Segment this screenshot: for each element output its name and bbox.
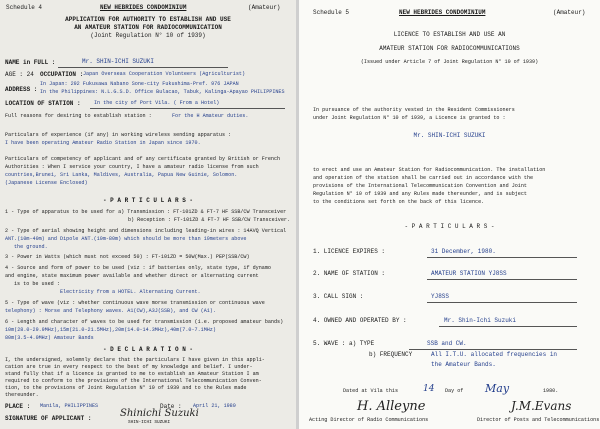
licence-body-5: to the conditions set forth on the back of this licence.	[313, 199, 485, 205]
licence-body-2: and operation of the station shall be carried out in accordance with the	[313, 175, 534, 181]
place-label: PLACE :	[5, 403, 31, 410]
license-enclosed-note: (Japanese License Enclosed)	[5, 180, 88, 186]
wave-type-line-2: telephony) : Morse and Telephony waves. A1(CW),A3J(SSB), and CW (A1).	[5, 308, 216, 314]
reasons-value: For the H Amateur duties.	[172, 113, 249, 119]
schedule-number: Schedule 4	[6, 4, 43, 11]
particulars-heading: - P A R T I C U L A R S -	[404, 223, 495, 230]
form-title-line3: (Joint Regulation N° 10 of 1939)	[90, 32, 206, 39]
declaration-line-3: stand fully that if a licence is granted to me to establish an Amateur Station I am	[5, 371, 259, 377]
declaration-line-2: cation are true in every respect to the best of my knowledge and belief. I under-	[5, 364, 253, 370]
field-underline	[427, 279, 577, 280]
schedule-number: Schedule 5	[313, 9, 350, 16]
date-value: April 21, 1980	[193, 403, 236, 409]
declaration-line-6: thereunder.	[5, 392, 39, 398]
licence-title-line3: (Issued under Article 7 of Joint Regulation N° 10 of 1939)	[360, 59, 539, 65]
address-philippines: In the Philippines: N.L.G.S.D. Office Bulacao, Tabuk, Kalinga-Apayao PHILIPPINES	[40, 89, 285, 95]
frequency-value-1: All I.T.U. allocated frequencies in	[431, 351, 558, 358]
address-japan: In Japan: 292 Fukusawa Nabano Sone-city Fukushima-Pref. 976 JAPAN	[40, 81, 239, 87]
call-sign-value: YJ8SS	[431, 293, 450, 300]
dated-day: 14	[423, 384, 435, 394]
power-source-line-1: 4 - Source and form of power to be used (viz : if batteries only, state type, if dynamo	[5, 265, 271, 271]
address-label: ADDRESS :	[5, 86, 38, 93]
apparatus-reception: b) Reception : FT-101ZD & FT-7 HF SSB/CW Transceiver.	[128, 217, 291, 223]
station-name-value: AMATEUR STATION YJ8SS	[431, 270, 507, 277]
amateur-tag: (Amateur)	[553, 9, 586, 16]
place-value: Manila, PHILIPPINES	[40, 403, 99, 409]
field-underline	[409, 349, 577, 350]
reasons-label: Full reasons for desiring to establish station :	[5, 113, 152, 119]
condominium-heading: NEW HEBRIDES CONDOMINIUM	[100, 4, 187, 11]
location-underline	[90, 108, 285, 109]
experience-value: I have been operating Amateur Radio Station in Japan since 1970.	[5, 140, 201, 146]
frequency-label: b) FREQUENCY	[369, 351, 413, 358]
director-posts-title: Director of Posts and Telecommunications	[477, 417, 600, 423]
power-source-line-3: is to be used :	[14, 281, 60, 287]
condominium-heading: NEW HEBRIDES CONDOMINIUM	[399, 9, 486, 16]
age-field: AGE : 24	[5, 71, 34, 78]
date-label: Date :	[160, 403, 182, 410]
day-of-label: Day of	[445, 388, 464, 394]
declaration-heading: - D E C L A R A T I O N -	[102, 346, 193, 353]
apparatus-transmission: 1 - Type of apparatus to be used for a) Transmission : FT-101ZD & FT-7 HF SSB/CW Transceiver	[5, 209, 287, 215]
licence-title-line1: LICENCE TO ESTABLISH AND USE AN	[393, 31, 506, 38]
dated-label: Dated at Vila this	[343, 388, 399, 394]
station-name-label: 2. NAME OF STATION :	[313, 270, 386, 277]
licence-page	[299, 0, 600, 429]
licence-title-line2: AMATEUR STATION FOR RADIOCOMMUNICATIONS	[379, 45, 520, 52]
application-form-page	[0, 0, 296, 429]
licence-body-1: to erect and use an Amateur Station for Radiocommunication. The installation	[313, 167, 546, 173]
applicant-signature: Shinichi Suzuki	[120, 408, 199, 419]
aerial-line-2: ANT.(10m-40m) and Dipole ANT.(10m-80m) which should be more than 10meters above	[5, 236, 247, 242]
experience-label: Particulars of experience (if any) in working wireless sending apparatus :	[5, 132, 232, 138]
call-sign-label: 3. CALL SIGN :	[313, 293, 364, 300]
power-watts: 3 - Power in Watts (which must not exceed 50) : FT-101ZD = 50W(Max.) PEP(SSB/CW)	[5, 254, 250, 260]
particulars-heading: - P A R T I C U L A R S -	[102, 197, 193, 204]
pursuance-line-1: In pursuance of the authority vested in the Resident Commissioners	[313, 107, 515, 113]
location-value: In the city of Port Vila. ( From a Hotel)	[94, 100, 220, 106]
signature-label: SIGNATURE OF APPLICANT :	[5, 415, 92, 422]
licence-body-4: Regulation N° 10 of 1939 and any Rules made thereunder, and is subject	[313, 191, 527, 197]
aerial-line-3: the ground.	[14, 244, 48, 250]
power-source-value: Electricity from a HOTEL. Alternating Current.	[60, 289, 201, 295]
dated-year: 1980.	[543, 388, 559, 394]
name-value: Mr. SHIN-ICHI SUZUKI	[82, 58, 155, 65]
owner-value: Mr. Shin-Ichi Suzuki	[444, 317, 517, 324]
field-underline	[439, 326, 577, 327]
signature-printed-name: SHIN-ICHI SUZUKI	[128, 420, 171, 425]
director-radio-title: Acting Director of Radio Communications	[309, 417, 429, 423]
bands-value-2: 80m(3.5-4.0MHz) Amateur Bands	[5, 335, 94, 341]
form-title-line1: APPLICATION FOR AUTHORITY TO ESTABLISH AND USE	[65, 16, 231, 23]
occupation-value: Japan Overseas Cooperation Volunteers (Agriculturist)	[83, 71, 246, 77]
field-underline	[427, 302, 577, 303]
dated-month: May	[485, 382, 510, 395]
licence-expires-label: 1. LICENCE EXPIRES :	[313, 248, 386, 255]
declaration-line-4: required to conform to the provisions of the International Telecommunication Conven-	[5, 378, 262, 384]
competency-label-1: Particulars of competency of applicant and of any certificate granted by British or French	[5, 156, 281, 162]
licence-body-3: provisions of the International Telecommunication Convention and Joint	[313, 183, 527, 189]
grantee-name: Mr. SHIN-ICHI SUZUKI	[413, 132, 486, 139]
wave-type-label: 5. WAVE : a) TYPE	[313, 340, 375, 347]
location-label: LOCATION OF STATION :	[5, 100, 81, 107]
form-title-line2: AN AMATEUR STATION FOR RADIOCOMMUNICATION	[74, 24, 222, 31]
competency-label-2: Authorities : When I service your country, I have a amateur radio license from such	[5, 164, 259, 170]
frequency-value-2: the Amateur Bands.	[431, 361, 496, 368]
director-radio-signature: H. Alleyne	[357, 399, 426, 414]
pursuance-line-2: under Joint Regulation N° 10 of 1939, a Licence is granted to :	[313, 115, 506, 121]
bands-label: 6 - Length and character of waves to be used for transmission (i.e. proposed amateur bands)	[5, 319, 284, 325]
field-underline	[427, 257, 577, 258]
licence-expires-value: 31 December, 1980.	[431, 248, 496, 255]
name-underline	[58, 67, 228, 68]
declaration-line-5: tion, to the provisions of Joint Regulation N° 10 of 1939 and to the Rules made	[5, 385, 247, 391]
aerial-line-1: 2 - Type of aerial showing height and dimensions including leading-in wires : 14AVQ Vertical	[5, 228, 287, 234]
name-label: NAME in FULL :	[5, 59, 56, 66]
amateur-tag: (Amateur)	[248, 4, 281, 11]
power-source-line-2: and engine, state maximum power available and whether direct or alternating current	[5, 273, 259, 279]
bands-value-1: 10m(28.0-29.9MHz),15m(21.0-21.5MHz),20m(14.0-14.3MHz),40m(7.0-7.1MHz)	[5, 327, 216, 333]
occupation-label: OCCUPATION :	[40, 71, 84, 78]
competency-countries: countries,Brunei, Sri Lanka, Maldives, Australia, Papua New Guinie, Solomon.	[5, 172, 238, 178]
declaration-line-1: I, the undersigned, solemnly declare that the particulars I have given in this appli-	[5, 357, 265, 363]
wave-type-value: SSB and CW.	[427, 340, 467, 347]
director-posts-signature: J.M.Evans	[511, 399, 572, 413]
wave-type-line-1: 5 - Type of wave (viz : whether continuous wave morse transmission or continuous wave	[5, 300, 265, 306]
owner-label: 4. OWNED AND OPERATED BY :	[313, 317, 407, 324]
